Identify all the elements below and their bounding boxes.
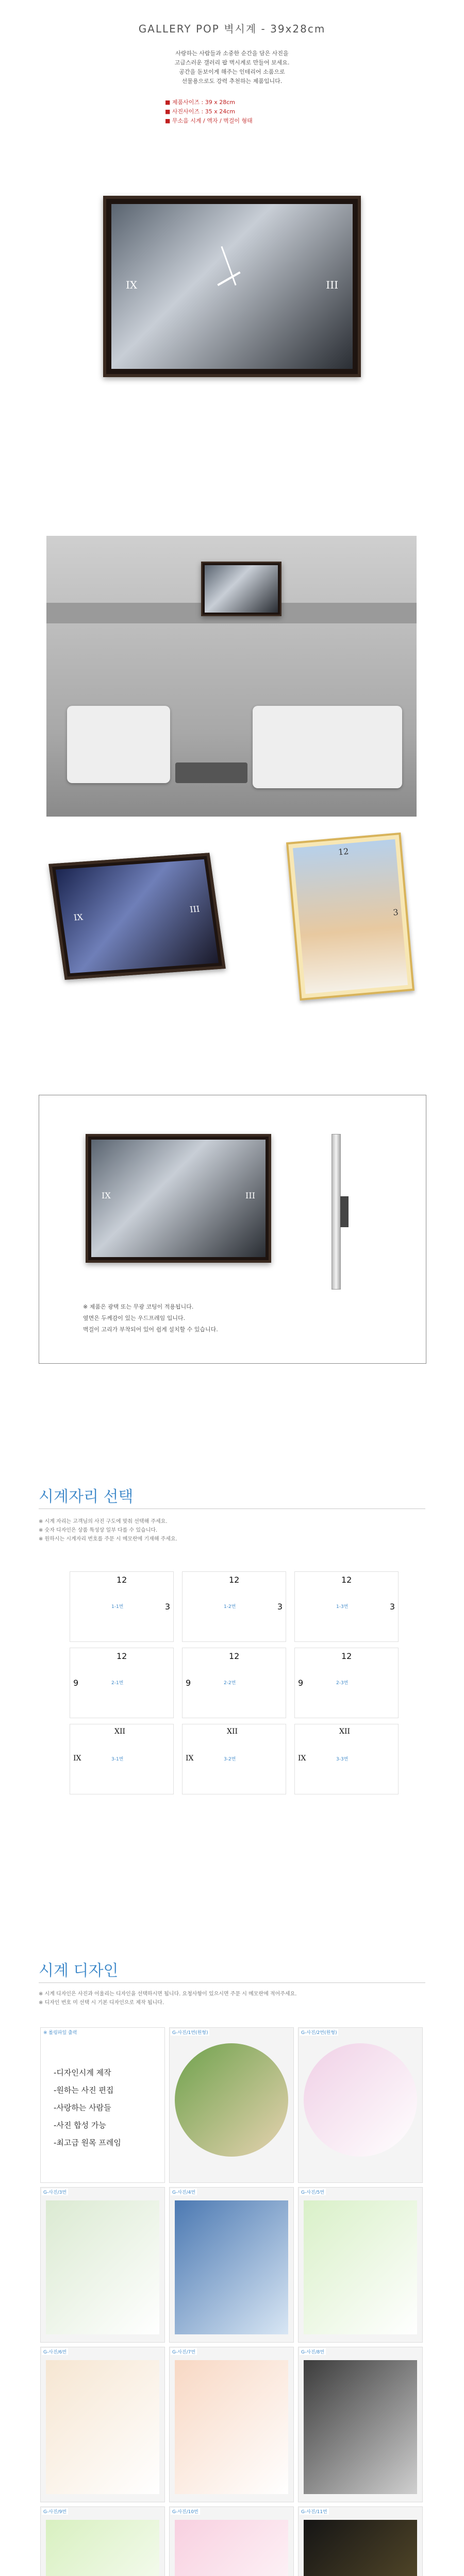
couple-photo: [111, 204, 353, 369]
design-option[interactable]: G-사진/9번: [40, 2506, 165, 2576]
sofa: [253, 706, 402, 788]
position-option[interactable]: 2-3번 12 9: [294, 1648, 399, 1718]
front-view-image: IX III: [86, 1134, 271, 1263]
clock-numeral-right: III: [326, 279, 338, 291]
position-option[interactable]: 3-3번 XII IX: [294, 1724, 399, 1794]
wall-clock-miniature: [201, 562, 281, 616]
clock-design-notes: ※ 시계 디자인은 사진과 어울리는 디자인을 선택하시면 됩니다. 요청사항이 있으시면 주문 시 메모란에 적어주세요. ※ 디자인 번호 미 선택 시 기본 디자인으로 제작 됩니다.: [39, 1991, 297, 2006]
design-option[interactable]: G-사진/1번(원형): [169, 2027, 294, 2183]
clock-numeral-left: IX: [126, 279, 138, 291]
design-option[interactable]: G-사진/4번: [169, 2187, 294, 2343]
detail-box: [39, 1095, 426, 1364]
kitten-clock-product: 12 3: [286, 833, 415, 1001]
spec-line: ■ 무소음 시계 / 액자 / 벽걸이 형태: [165, 117, 253, 124]
position-option[interactable]: 2-1번 12 9: [70, 1648, 174, 1718]
spec-line: ■ 사진사이즈 : 35 x 24cm: [165, 108, 235, 115]
room-scene-image: [46, 536, 417, 817]
design-option[interactable]: G-사진/6번: [40, 2347, 165, 2502]
position-option[interactable]: 2-2번 12 9: [182, 1648, 286, 1718]
position-option[interactable]: 1-3번 12 3: [294, 1571, 399, 1642]
desc-line: 공간을 돋보이게 해주는 인테리어 소품으로: [179, 69, 285, 75]
position-option[interactable]: 1-1번 12 3: [70, 1571, 174, 1642]
clock-position-grid: [70, 1571, 397, 1793]
wall-hook: [340, 1196, 349, 1227]
armchair: [67, 706, 170, 783]
coffee-table: [175, 762, 247, 783]
kitten-photo: [293, 839, 408, 994]
product-title: GALLERY POP 벽시계 - 39x28cm: [138, 23, 326, 35]
section-divider: [39, 1982, 425, 1983]
product-description: [103, 49, 361, 86]
design-option[interactable]: G-사진/7번: [169, 2347, 294, 2502]
detail-notes: ※ 제품은 광택 또는 무광 코팅이 적용됩니다. 옆면은 두께감이 있는 우드프레임 입니다. 벽걸이 고리가 부착되어 있어 쉽게 설치할 수 있습니다.: [83, 1303, 218, 1333]
position-option[interactable]: 3-1번 XII IX: [70, 1724, 174, 1794]
spec-line: ■ 제품사이즈 : 39 x 28cm: [165, 99, 235, 106]
design-option[interactable]: G-사진/10번: [169, 2506, 294, 2576]
position-option[interactable]: 3-2번 XII IX: [182, 1724, 286, 1794]
design-option[interactable]: G-사진/11번: [298, 2506, 423, 2576]
side-view-image: [332, 1134, 341, 1290]
design-option[interactable]: G-사진/2번(원형): [298, 2027, 423, 2183]
desc-line: 선물용으로도 강력 추천하는 제품입니다.: [181, 78, 283, 84]
clock-position-notes: ※ 시계 자리는 고객님의 사진 구도에 맞춰 선택해 주세요. ※ 숫자 디자인은 상품 특성상 일부 다를 수 있습니다. ※ 원하시는 시계자리 번호를 주문 시 메모란에 기재해 주세요.: [39, 1519, 177, 1542]
clock-design-title: 시계 디자인: [39, 1962, 119, 1980]
clock-position-title: 시계자리 선택: [39, 1488, 134, 1506]
design-intro-cell: ※ 롤링파일 출력 -디자인시계 제작 -원하는 사진 편집 -사랑하는 사람들 -사진 합성 가능 -최고급 원목 프레임: [40, 2027, 165, 2183]
desc-line: 고급스러운 갤러리 팝 벽시계로 만들어 보세요.: [174, 59, 290, 66]
design-option[interactable]: G-사진/8번: [298, 2347, 423, 2502]
main-product-image: [103, 196, 361, 377]
product-specs: [165, 98, 253, 126]
design-option[interactable]: G-사진/5번: [298, 2187, 423, 2343]
design-benefits: -디자인시계 제작 -원하는 사진 편집 -사랑하는 사람들 -사진 합성 가능 -최고급 원목 프레임: [54, 2068, 121, 2147]
design-option[interactable]: G-사진/3번: [40, 2187, 165, 2343]
design-grid: [40, 2027, 424, 2576]
angled-product-view: IX III: [48, 853, 226, 980]
desc-line: 사랑하는 사람들과 소중한 순간을 담은 사진을: [175, 50, 289, 57]
position-option[interactable]: 1-2번 12 3: [182, 1571, 286, 1642]
